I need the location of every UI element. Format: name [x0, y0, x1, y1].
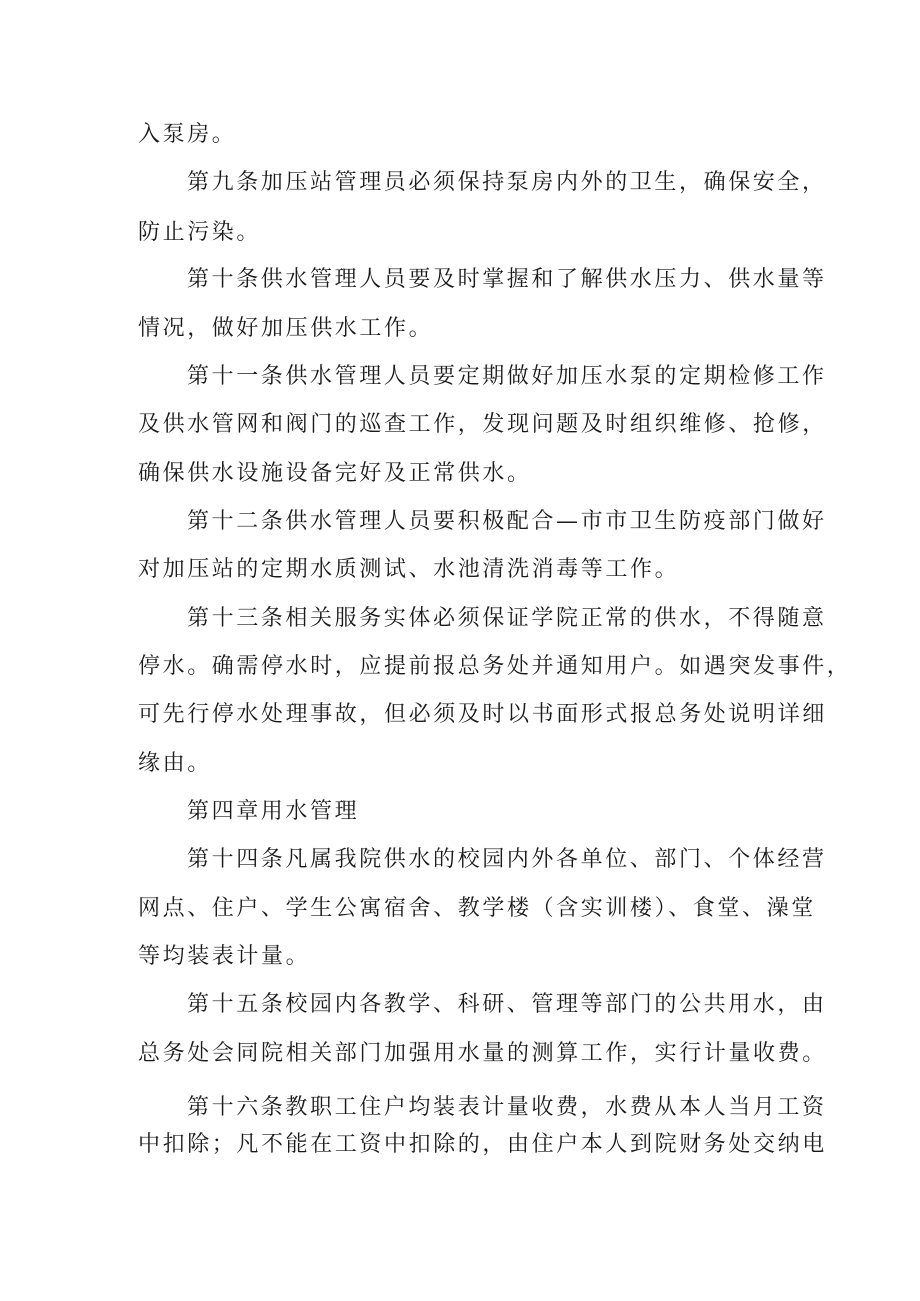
- article-14-line-1: 第十四条凡属我院供水的校园内外各单位、部门、个体经营: [187, 847, 827, 872]
- article-16-line-1: 第十六条教职工住户均装表计量收费，水费从本人当月工资: [187, 1095, 827, 1120]
- article-14-line-3: 等均装表计量。: [138, 944, 311, 969]
- article-14-line-2: 网点、住户、学生公寓宿舍、教学楼（含实训楼）、食堂、澡堂: [138, 896, 816, 921]
- article-13-line-3: 可先行停水处理事故，但必须及时以书面形式报总务处说明详细: [138, 702, 827, 727]
- article-13-line-4: 缘由。: [138, 751, 212, 776]
- article-11-line-1: 第十一条供水管理人员要定期做好加压水泵的定期检修工作: [187, 364, 827, 389]
- text-line: 入泵房。: [138, 122, 237, 147]
- article-9-line-2: 防止污染。: [138, 220, 262, 245]
- article-10-line-2: 情况，做好加压供水工作。: [138, 316, 434, 341]
- article-13-line-2: 停水。确需停水时，应提前报总务处并通知用户。如遇突发事件，: [138, 654, 852, 679]
- article-13-line-1: 第十三条相关服务实体必须保证学院正常的供水，不得随意: [187, 606, 827, 631]
- article-9-line-1: 第九条加压站管理员必须保持泵房内外的卫生，确保安全，: [187, 170, 827, 195]
- article-15-line-2: 总务处会同院相关部门加强用水量的测算工作，实行计量收费。: [138, 1041, 827, 1066]
- article-16-line-2: 中扣除；凡不能在工资中扣除的，由住户本人到院财务处交纳电: [138, 1132, 827, 1157]
- article-10-line-1: 第十条供水管理人员要及时掌握和了解供水压力、供水量等: [187, 267, 827, 292]
- article-15-line-1: 第十五条校园内各教学、科研、管理等部门的公共用水，由: [187, 992, 827, 1017]
- article-11-line-2: 及供水管网和阀门的巡查工作，发现问题及时组织维修、抢修，: [138, 412, 827, 437]
- chapter-heading: 第四章用水管理: [187, 799, 360, 824]
- article-12-line-2: 对加压站的定期水质测试、水池清洗消毒等工作。: [138, 557, 680, 582]
- article-12-line-1: 第十二条供水管理人员要积极配合—市市卫生防疫部门做好: [187, 509, 827, 534]
- article-11-line-3: 确保供水设施设备完好及正常供水。: [138, 461, 532, 486]
